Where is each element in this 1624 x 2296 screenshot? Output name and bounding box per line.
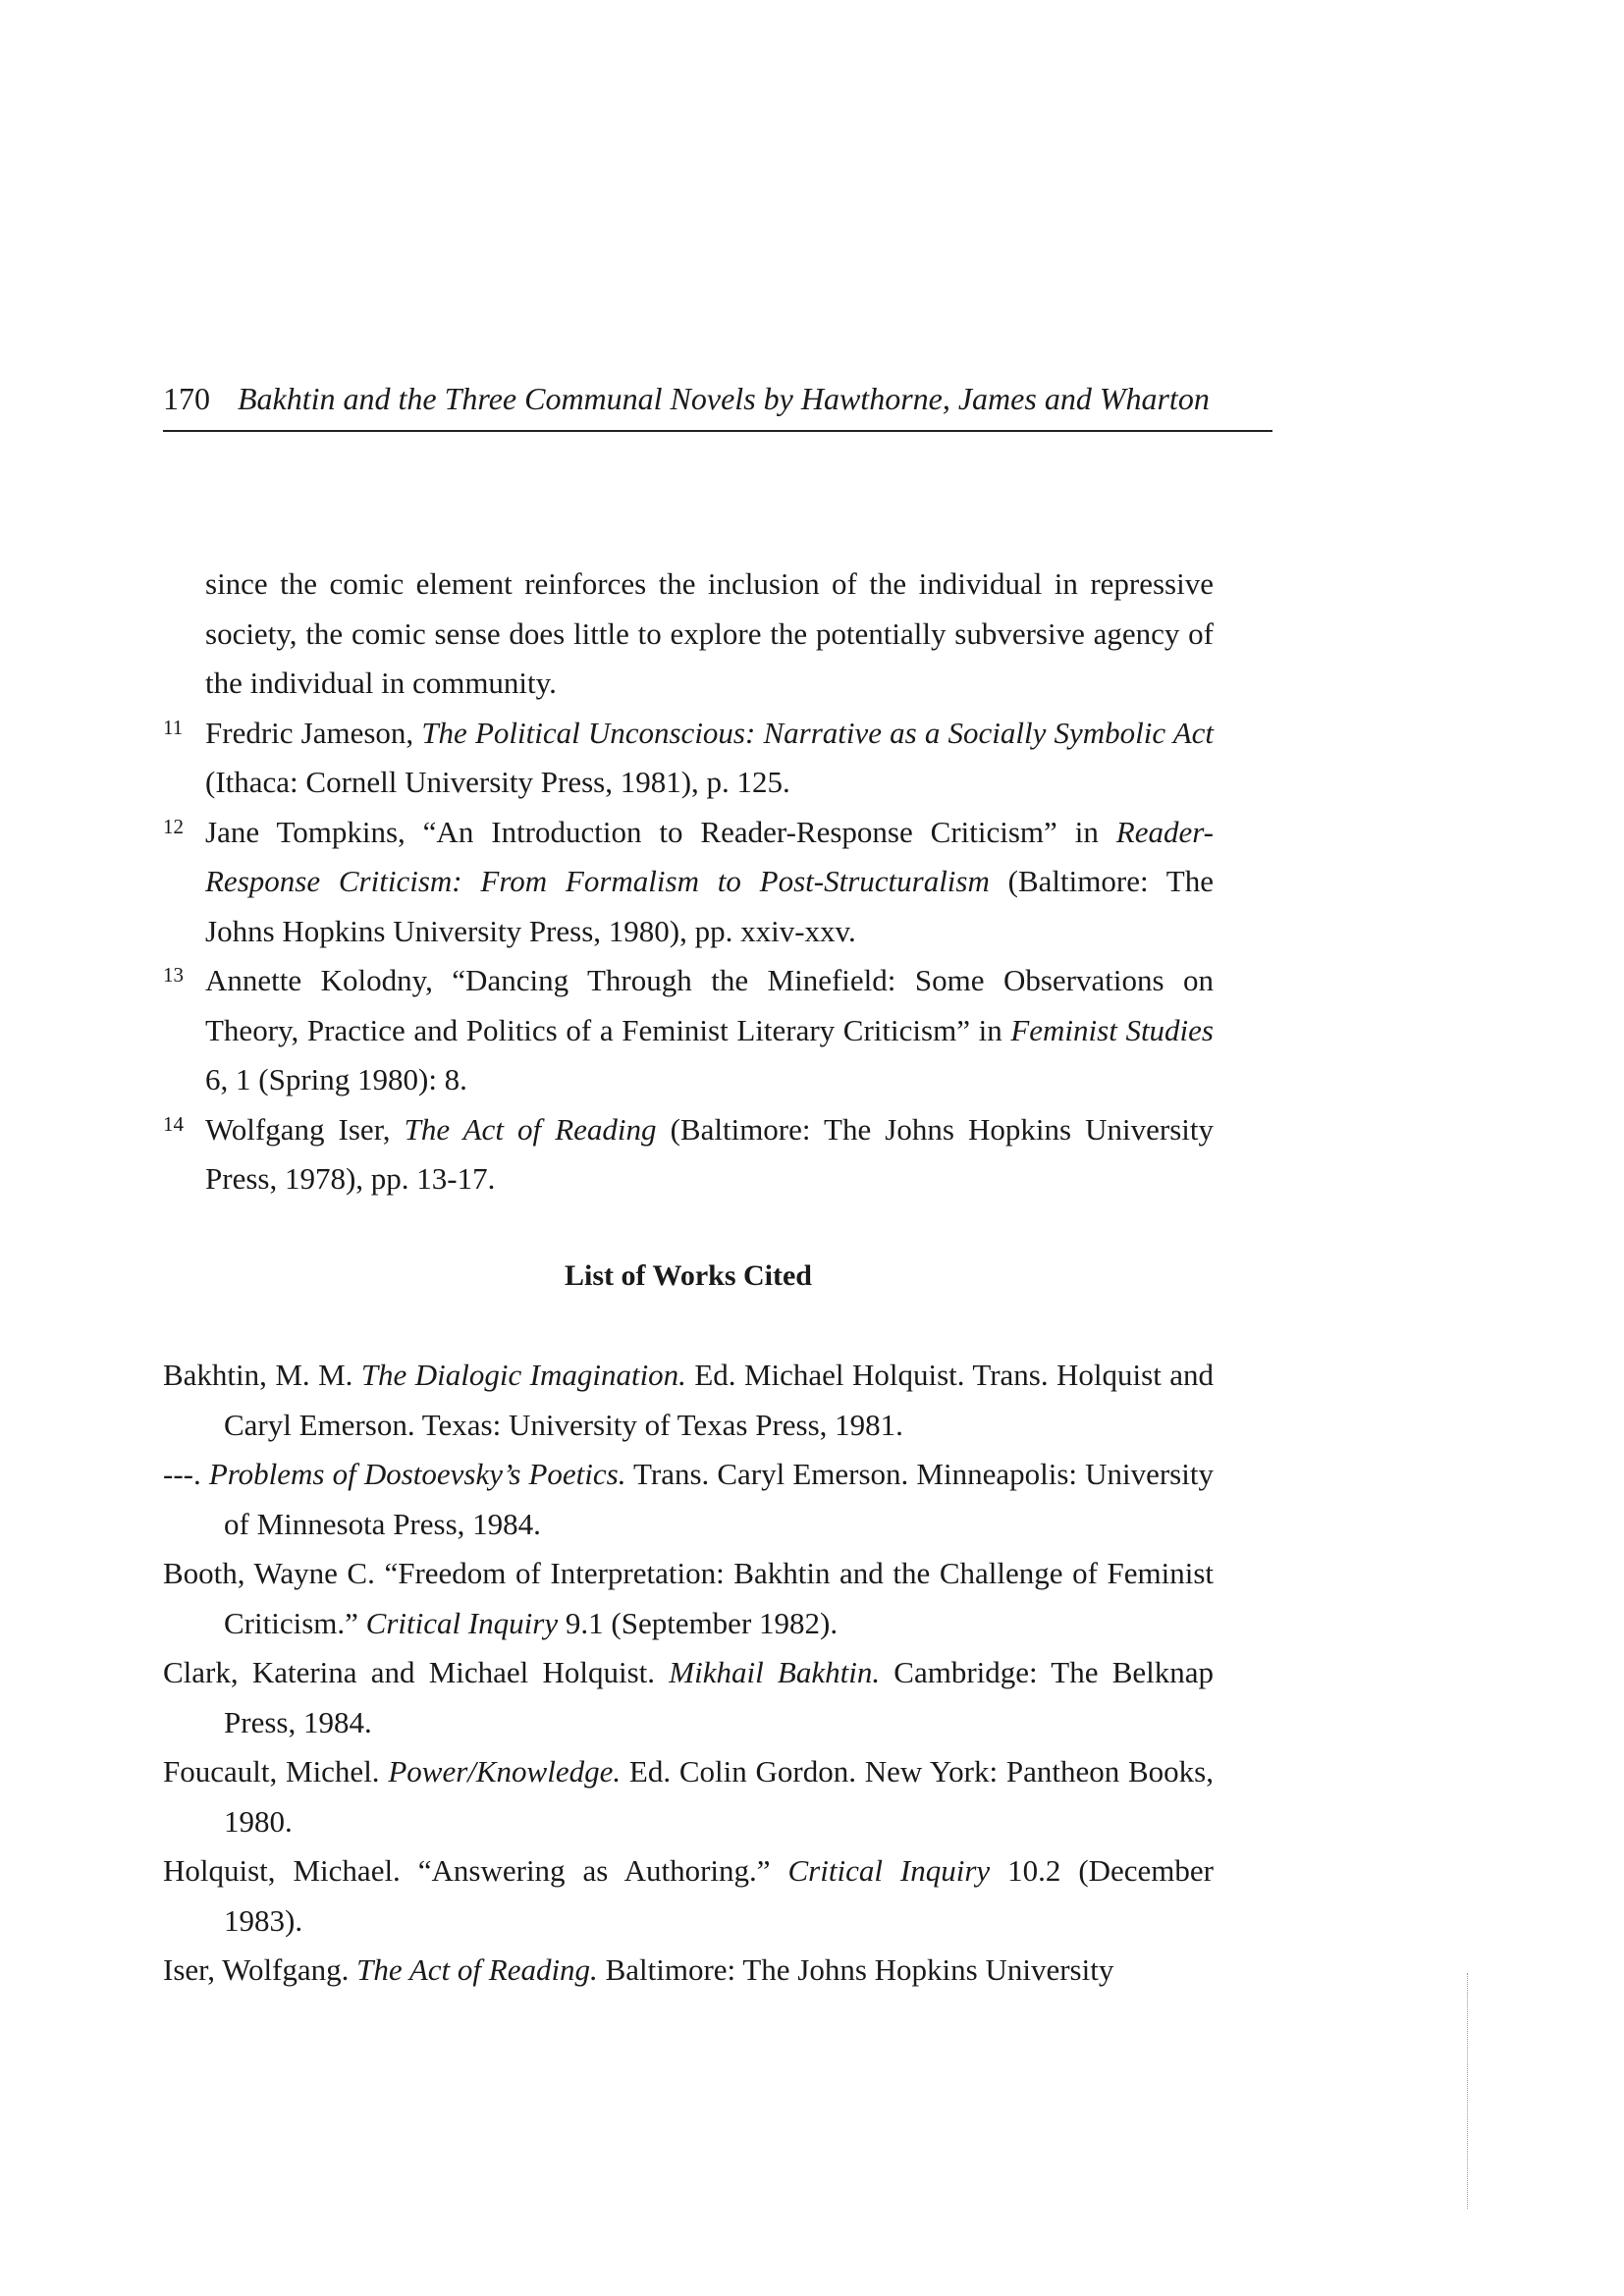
entry-text: ---.	[163, 1457, 209, 1491]
note-text: (Baltimore: The Johns Hopkins University Press, 1980), pp. xxiv-xxv.	[205, 864, 1215, 948]
entry-title: Mikhail Bakhtin.	[669, 1655, 881, 1689]
running-title: Bakhtin and the Three Communal Novels by Hawthorne, James and Wharton	[238, 381, 1210, 416]
note-text: 6, 1 (Spring 1980): 8.	[205, 1062, 467, 1096]
note-number: 12	[163, 814, 184, 838]
entry-title: Power/Knowledge.	[388, 1754, 622, 1789]
entry-title: The Act of Reading.	[356, 1952, 598, 1987]
note-title: The Act of Reading	[404, 1111, 657, 1147]
endnote	[163, 956, 1214, 1105]
entry-text: Cambridge: The Belknap Press, 1984.	[224, 1655, 1215, 1739]
bibliography-entry	[163, 1549, 1214, 1648]
note-text: Annette Kolodny, “Dancing Through the Minefield: Some Observations on Theory, Practice and Politics of a Feminist Literary Criticism” in	[205, 963, 1214, 1047]
entry-text: Ed. Michael Holquist. Trans. Holquist and Caryl Emerson. Texas: University of Texas Press, 1981.	[224, 1358, 1214, 1442]
note-number: 11	[163, 715, 184, 739]
entry-text: 10.2 (December 1983).	[224, 1853, 1214, 1938]
scan-artifact	[1467, 1973, 1468, 2209]
note-text: (Baltimore: The Johns Hopkins University Press, 1978), pp. 13-17.	[205, 1111, 1215, 1196]
note-title: Feminist Studies	[1010, 1012, 1214, 1047]
endnote	[163, 808, 1214, 957]
entry-text: Clark, Katerina and Michael Holquist.	[163, 1655, 670, 1689]
entry-text: Bakhtin, M. M.	[163, 1358, 361, 1392]
bibliography-entry	[163, 1351, 1214, 1450]
entry-title: Critical Inquiry	[365, 1605, 559, 1640]
bibliography-entry	[163, 1450, 1214, 1549]
entry-title: The Dialogic Imagination.	[360, 1358, 686, 1392]
bibliography-entry	[163, 1946, 1214, 1996]
entry-text: Baltimore: The Johns Hopkins University	[597, 1952, 1114, 1987]
works-cited-list	[163, 1351, 1214, 1996]
endnote	[163, 709, 1214, 808]
entry-text: Ed. Colin Gordon. New York: Pantheon Books, 1980.	[224, 1754, 1214, 1839]
bibliography-entry	[163, 1846, 1214, 1946]
note-number: 13	[163, 963, 184, 987]
page-number: 170	[163, 381, 210, 416]
endnotes	[163, 560, 1214, 1204]
entry-title: Problems of Dostoevsky’s Poetics.	[208, 1457, 626, 1491]
note-text: Jane Tompkins, “An Introduction to Reader-Response Criticism” in	[205, 814, 1116, 849]
entry-text: Trans. Caryl Emerson. Minneapolis: University of Minnesota Press, 1984.	[224, 1457, 1214, 1541]
bibliography-entry	[163, 1747, 1214, 1846]
note-number: 14	[163, 1111, 184, 1136]
entry-text: 9.1 (September 1982).	[558, 1605, 839, 1640]
entry-text: Holquist, Michael. “Answering as Authoring.”	[163, 1853, 788, 1888]
note-title: The Political Unconscious: Narrative as a Socially Symbolic Act	[421, 715, 1215, 750]
note-text: Wolfgang Iser,	[205, 1111, 405, 1147]
works-cited-heading: List of Works Cited	[565, 1259, 812, 1292]
running-header	[163, 379, 1272, 432]
note-text: Fredric Jameson,	[205, 715, 422, 750]
note-title: Reader-Response Criticism: From Formalism to Post-Structuralism	[205, 814, 1214, 898]
note-continuation: since the comic element reinforces the inclusion of the individual in repressive society, the comic sense does little to explore the potentially subversive agency of the individual in community.	[205, 566, 1214, 700]
endnote	[163, 1105, 1214, 1204]
entry-text: Iser, Wolfgang.	[163, 1952, 357, 1987]
entry-text: Booth, Wayne C. “Freedom of Interpretation: Bakhtin and the Challenge of Feminist Criticism.”	[163, 1556, 1214, 1640]
bibliography-entry	[163, 1648, 1214, 1747]
entry-title: Critical Inquiry	[787, 1853, 991, 1888]
note-text: (Ithaca: Cornell University Press, 1981), p. 125.	[205, 765, 790, 799]
entry-text: Foucault, Michel.	[163, 1754, 389, 1789]
